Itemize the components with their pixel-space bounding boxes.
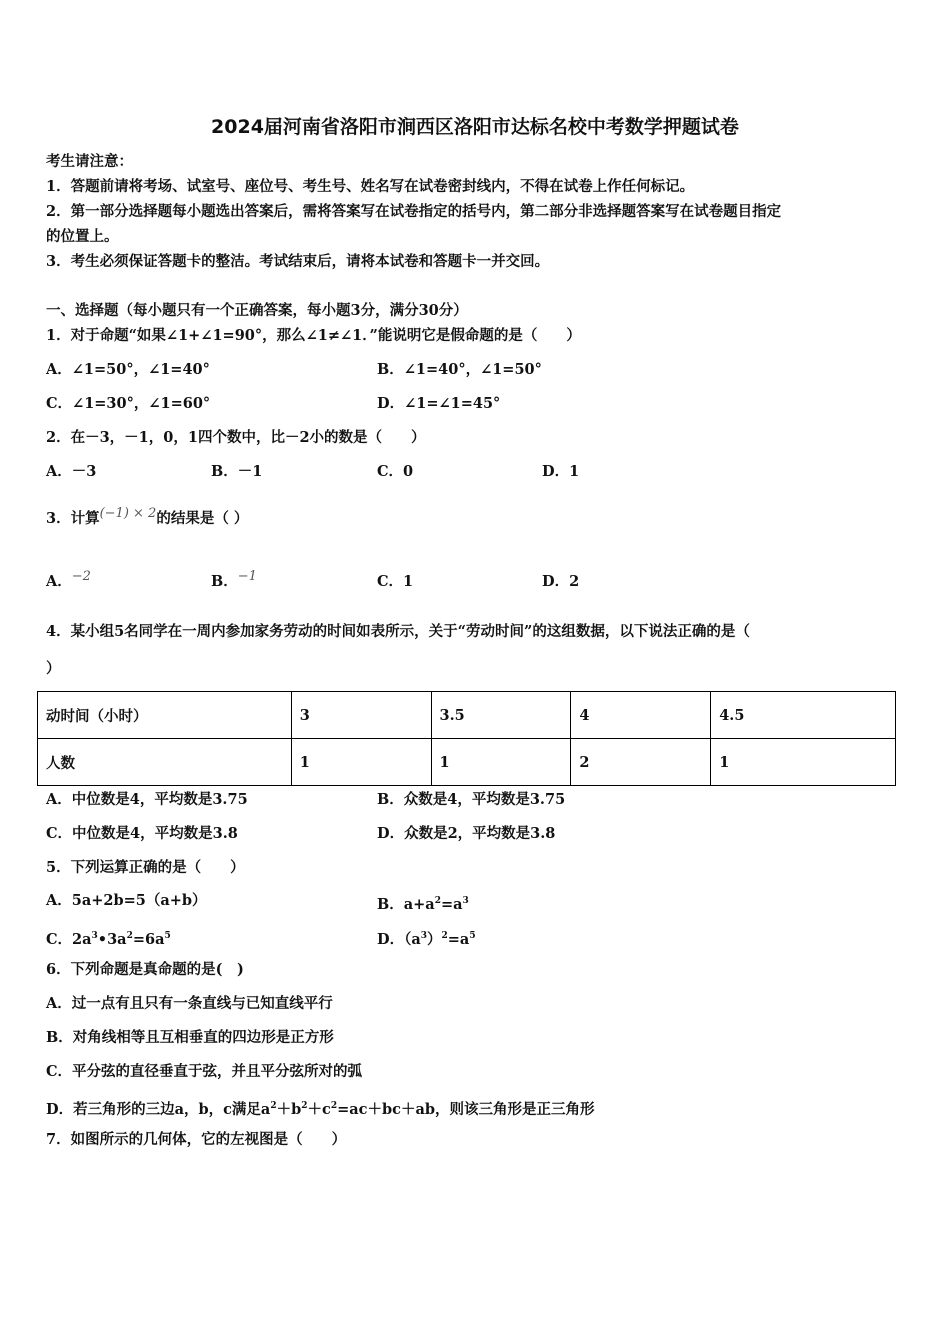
- table-cell: 动时间（小时）: [38, 692, 292, 739]
- question-6-option-b: B．对角线相等且互相垂直的四边形是正方形: [46, 1029, 334, 1046]
- table-cell: 3.5: [431, 692, 571, 739]
- text-part: =6a: [132, 930, 165, 948]
- notice-item-2-cont: 的位置上。: [46, 228, 119, 245]
- question-2-stem: 2．在－3，－1，0，1四个数中，比－2小的数是（ ）: [46, 429, 426, 446]
- question-1-option-a: A．∠1=50°，∠1=40°: [46, 361, 210, 378]
- text-part: C．2a: [46, 930, 92, 948]
- text-part: D．若三角形的三边a，b，c满足a: [46, 1100, 271, 1118]
- question-4-stem-cont: ）: [46, 660, 61, 677]
- question-4-option-a: A．中位数是4，平均数是3.75: [46, 791, 248, 808]
- text-part: =ac＋bc＋ab，则该三角形是正三角形: [337, 1100, 595, 1118]
- question-2-option-a: A．－3: [46, 463, 97, 480]
- question-4-option-c: C．中位数是4，平均数是3.8: [46, 825, 238, 842]
- text-part: D．（a: [377, 930, 421, 948]
- question-6-option-a: A．过一点有且只有一条直线与已知直线平行: [46, 995, 333, 1012]
- table-cell: 3: [291, 692, 431, 739]
- text-part: •3a: [97, 930, 127, 948]
- question-3-option-d: D．2: [542, 573, 580, 590]
- table-cell: 1: [291, 739, 431, 786]
- question-1-option-d: D．∠1=∠1=45°: [377, 395, 501, 412]
- table-cell: 2: [571, 739, 711, 786]
- question-5-option-b: [377, 892, 469, 914]
- question-3-option-b: [211, 569, 257, 592]
- notice-heading: 考生请注意：: [46, 153, 133, 170]
- table-row: [38, 739, 896, 786]
- question-4-stem: 4．某小组5名同学在一周内参加家务劳动的时间如表所示，关于“劳动时间”的这组数据，以下说法正确的是（: [46, 623, 750, 640]
- question-3-option-a-label: A．: [46, 573, 72, 590]
- question-4-option-d: D．众数是2，平均数是3.8: [377, 825, 556, 842]
- question-3-option-c: C．1: [377, 573, 414, 590]
- question-1-stem: 1．对于命题“如果∠1+∠1=90°，那么∠1≠∠1．”能说明它是假命题的是（ ）: [46, 327, 581, 344]
- question-5-option-a: A．5a+2b=5（a+b）: [46, 892, 207, 909]
- question-5-stem: 5．下列运算正确的是（ ）: [46, 859, 245, 876]
- text-part: ＋c: [307, 1100, 331, 1118]
- notice-item-3: 3．考生必须保证答题卡的整洁。考试结束后，请将本试卷和答题卡一并交回。: [46, 253, 550, 270]
- exponent: 3: [420, 931, 427, 941]
- notice-item-1: 1．答题前请将考场、试室号、座位号、考生号、姓名写在试卷密封线内，不得在试卷上作任何标记。: [46, 178, 695, 195]
- table-cell: 1: [431, 739, 571, 786]
- question-6-option-c: C．平分弦的直径垂直于弦，并且平分弦所对的弧: [46, 1063, 363, 1080]
- page-title: 2024届河南省洛阳市涧西区洛阳市达标名校中考数学押题试卷: [211, 116, 739, 138]
- table-cell: 4: [571, 692, 711, 739]
- table-cell: 4.5: [711, 692, 896, 739]
- question-6-stem: 6．下列命题是真命题的是( ): [46, 961, 244, 978]
- text-part: =a: [447, 930, 470, 948]
- table-cell: 1: [711, 739, 896, 786]
- question-3-stem: [46, 506, 249, 529]
- question-3-expression: (−1) × 2: [99, 506, 157, 521]
- exponent: 3: [462, 896, 469, 906]
- question-7-stem: 7．如图所示的几何体，它的左视图是（ ）: [46, 1131, 347, 1148]
- question-2-option-c: C．0: [377, 463, 414, 480]
- question-3-option-a-value: −2: [71, 569, 91, 584]
- question-3-option-b-value: −1: [237, 569, 257, 584]
- text-part: =a: [440, 895, 463, 913]
- question-5-option-d: [377, 927, 476, 949]
- table-cell: 人数: [38, 739, 292, 786]
- exponent: 2: [270, 1101, 277, 1111]
- exponent: 5: [164, 931, 171, 941]
- exponent: 3: [91, 931, 98, 941]
- exponent: 2: [301, 1101, 308, 1111]
- text-part: ＋b: [276, 1100, 302, 1118]
- question-5-option-c: [46, 927, 171, 949]
- text-part: ）: [427, 930, 442, 948]
- exponent: 2: [441, 931, 448, 941]
- question-4-option-b: B．众数是4，平均数是3.75: [377, 791, 566, 808]
- section-heading: 一、选择题（每小题只有一个正确答案，每小题3分，满分30分）: [46, 302, 468, 319]
- question-2-option-d: D．1: [542, 463, 580, 480]
- exponent: 2: [126, 931, 133, 941]
- exponent: 5: [469, 931, 476, 941]
- question-3-stem-pre: 3．计算: [46, 510, 100, 527]
- question-3-option-a: [46, 569, 91, 592]
- question-1-option-c: C．∠1=30°，∠1=60°: [46, 395, 211, 412]
- notice-item-2: 2．第一部分选择题每小题选出答案后，需将答案写在试卷指定的括号内，第二部分非选择题答案写在试卷题目指定: [46, 203, 782, 220]
- table-row: [38, 692, 896, 739]
- text-part: B．a+a: [377, 895, 435, 913]
- question-1-option-b: B．∠1=40°，∠1=50°: [377, 361, 542, 378]
- exponent: 2: [330, 1101, 338, 1111]
- question-2-option-b: B．－1: [211, 463, 263, 480]
- exponent: 2: [434, 896, 441, 906]
- question-3-option-b-label: B．: [211, 573, 238, 590]
- question-3-stem-post: 的结果是（ ）: [156, 510, 249, 527]
- labor-time-table: [37, 691, 896, 786]
- question-6-option-d: [46, 1097, 595, 1119]
